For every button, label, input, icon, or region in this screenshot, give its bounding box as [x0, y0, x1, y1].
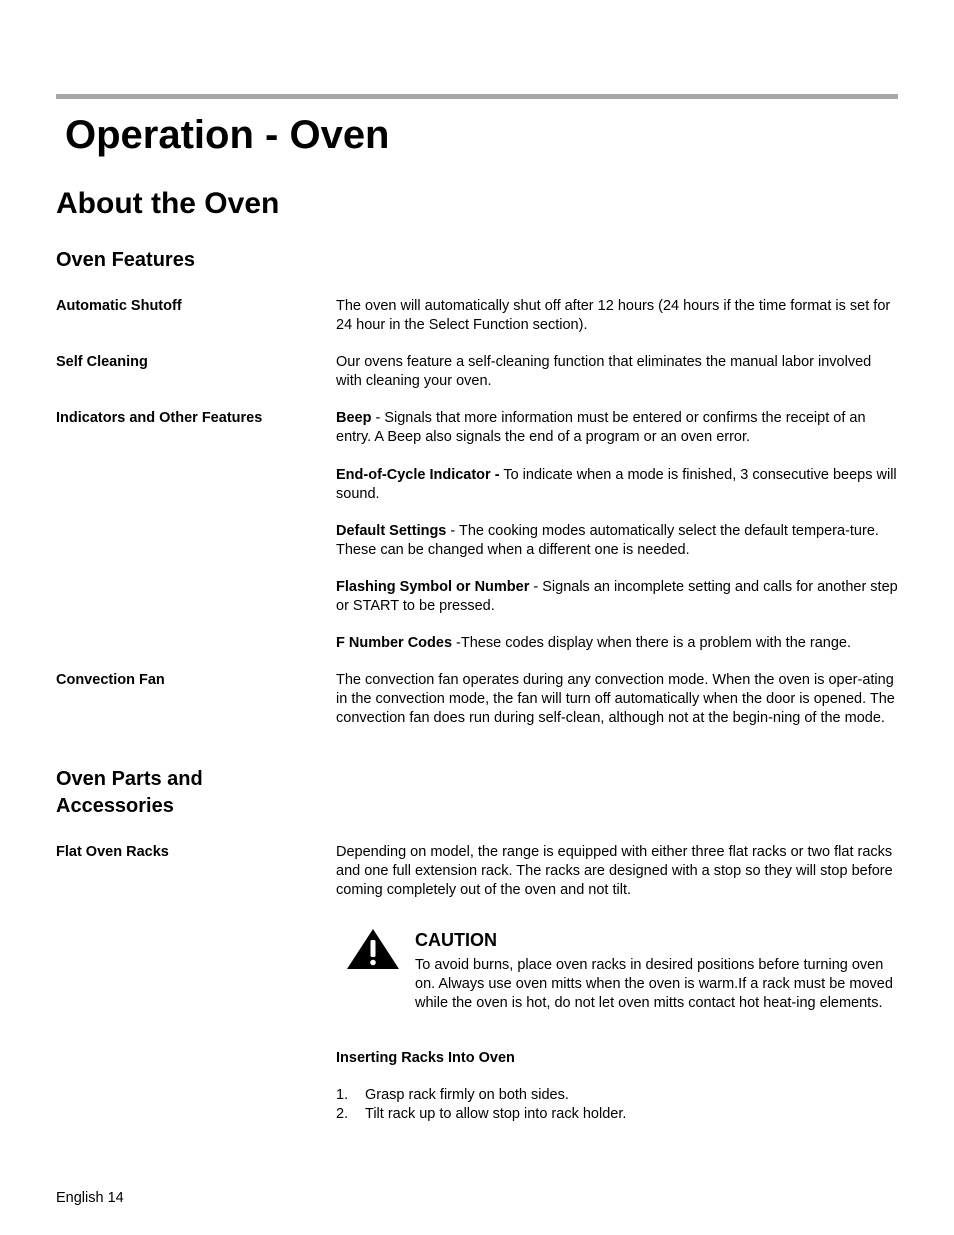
flat-oven-racks-text: Depending on model, the range is equipped with either three flat racks or two flat racks and one full extension rack. The racks are designed with a stop so they will stop before coming completely out of the oven and not tilt. — [336, 844, 893, 898]
oven-parts-heading — [56, 766, 203, 820]
beep-term: Beep — [336, 410, 372, 426]
default-settings-item — [336, 522, 900, 560]
flat-oven-racks-label: Flat Oven Racks — [56, 844, 169, 860]
oven-parts-heading-line1: Oven Parts and — [56, 768, 203, 790]
self-cleaning-label: Self Cleaning — [56, 354, 148, 370]
step-number: 1. — [336, 1087, 349, 1103]
step-text: Tilt rack up to allow stop into rack holder. — [365, 1105, 627, 1122]
beep-text: - Signals that more information must be entered or confirms the receipt of an entry. A Beep also signals the end of a program or an oven error. — [336, 410, 866, 445]
list-item — [336, 1105, 896, 1124]
inserting-racks-heading: Inserting Racks Into Oven — [336, 1050, 515, 1066]
indicators-label: Indicators and Other Features — [56, 410, 263, 426]
flashing-symbol-item — [336, 578, 900, 616]
convection-fan-label: Convection Fan — [56, 672, 165, 688]
page-footer: English 14 — [56, 1190, 124, 1206]
page-title: Operation - Oven — [65, 113, 390, 157]
caution-text: To avoid burns, place oven racks in desired positions before turning oven on. Always use oven mitts when the oven is warm.If a rack must be moved while the oven is hot, do not let oven mitts contact hot heat-ing elements. — [415, 957, 893, 1011]
f-number-codes-text: -These codes display when there is a problem with the range. — [452, 635, 851, 651]
beep-item — [336, 409, 900, 447]
header-rule — [56, 94, 898, 99]
default-settings-term: Default Settings — [336, 523, 447, 539]
automatic-shutoff-text: The oven will automatically shut off after 12 hours (24 hours if the time format is set for 24 hour in the Select Function section). — [336, 298, 891, 333]
flashing-symbol-term: Flashing Symbol or Number — [336, 579, 530, 595]
oven-features-heading: Oven Features — [56, 249, 195, 271]
end-of-cycle-term: End-of-Cycle Indicator - — [336, 467, 500, 483]
warning-triangle-icon — [345, 927, 401, 971]
end-of-cycle-text: To indicate when a mode is finished, 3 consecutive beeps will sound. — [336, 467, 897, 502]
f-number-codes-term: F Number Codes — [336, 635, 453, 651]
self-cleaning-text: Our ovens feature a self-cleaning function that eliminates the manual labor involved with cleaning your oven. — [336, 354, 872, 389]
flashing-symbol-text: - Signals an incomplete setting and calls for another step or START to be pressed. — [336, 579, 898, 614]
convection-fan-text: The convection fan operates during any convection mode. When the oven is oper-ating in the convection mode, the fan will turn off automatically when the door is opened. The convection fan does run during self-clean, although not at the begin-ning of the mode. — [336, 672, 895, 726]
default-settings-text: - The cooking modes automatically select the default tempera-ture. These can be changed when a different one is needed. — [336, 523, 879, 558]
caution-title: CAUTION — [415, 930, 497, 950]
list-item — [336, 1086, 896, 1105]
inserting-racks-steps — [336, 1086, 896, 1124]
automatic-shutoff-label: Automatic Shutoff — [56, 298, 182, 314]
end-of-cycle-item — [336, 466, 900, 504]
step-number: 2. — [336, 1105, 349, 1122]
oven-parts-heading-line2: Accessories — [56, 795, 174, 817]
step-text: Grasp rack firmly on both sides. — [365, 1087, 569, 1103]
section-title: About the Oven — [56, 187, 280, 220]
f-number-codes-item — [336, 634, 900, 653]
